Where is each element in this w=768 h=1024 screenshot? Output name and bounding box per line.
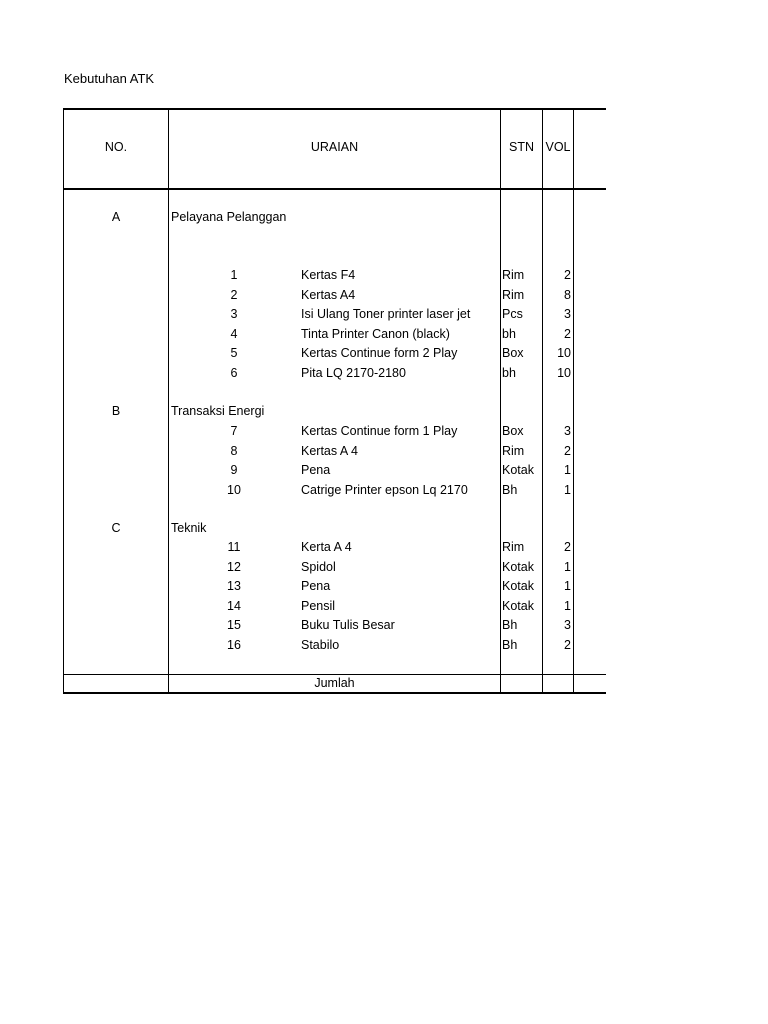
item-number: 9 <box>230 463 238 477</box>
header-no: NO. <box>104 140 128 154</box>
item-description: Buku Tulis Besar <box>301 618 395 632</box>
item-unit: bh <box>502 366 516 380</box>
section-code: C <box>111 521 121 535</box>
item-number: 15 <box>227 618 241 632</box>
section-name: Teknik <box>171 521 207 535</box>
item-volume: 10 <box>557 366 571 380</box>
item-description: Pena <box>301 463 331 477</box>
col-divider-uraian <box>500 108 501 694</box>
item-volume: 2 <box>564 444 571 458</box>
footer-total-label: Jumlah <box>314 676 355 690</box>
table-bottom-border <box>63 692 606 694</box>
header-stn: STN <box>509 140 534 154</box>
item-description: Spidol <box>301 560 336 574</box>
item-volume: 1 <box>564 463 571 477</box>
item-description: Kertas A 4 <box>301 444 358 458</box>
item-number: 16 <box>227 638 241 652</box>
item-number: 3 <box>230 307 238 321</box>
item-volume: 1 <box>564 579 571 593</box>
item-unit: Kotak <box>502 579 534 593</box>
item-volume: 1 <box>564 560 571 574</box>
page-title: Kebutuhan ATK <box>64 71 155 86</box>
item-unit: Bh <box>502 483 518 497</box>
item-volume: 3 <box>564 424 571 438</box>
item-description: Pena <box>301 579 331 593</box>
item-description: Stabilo <box>301 638 340 652</box>
item-number: 11 <box>227 540 241 554</box>
section-name: Transaksi Energi <box>171 404 265 418</box>
item-number: 2 <box>230 288 238 302</box>
item-unit: Kotak <box>502 599 534 613</box>
item-volume: 3 <box>564 307 571 321</box>
item-description: Pensil <box>301 599 336 613</box>
item-unit: Rim <box>502 540 525 554</box>
item-description: Kertas F4 <box>301 268 356 282</box>
item-number: 13 <box>227 579 241 593</box>
item-number: 6 <box>230 366 238 380</box>
item-number: 7 <box>230 424 238 438</box>
item-number: 8 <box>230 444 238 458</box>
item-unit: Kotak <box>502 463 534 477</box>
item-unit: Box <box>502 346 524 360</box>
item-unit: Rim <box>502 268 525 282</box>
item-unit: Box <box>502 424 524 438</box>
table-top-border <box>63 108 606 110</box>
item-description: Kertas Continue form 1 Play <box>301 424 458 438</box>
item-unit: Kotak <box>502 560 534 574</box>
item-unit: Bh <box>502 618 518 632</box>
item-volume: 8 <box>564 288 571 302</box>
item-unit: Pcs <box>502 307 523 321</box>
atk-table <box>63 108 606 694</box>
header-bottom-border <box>63 188 606 190</box>
section-name: Pelayana Pelanggan <box>171 210 287 224</box>
item-number: 14 <box>227 599 241 613</box>
item-volume: 1 <box>564 483 571 497</box>
item-unit: Bh <box>502 638 518 652</box>
item-volume: 2 <box>564 327 571 341</box>
item-description: Kertas Continue form 2 Play <box>301 346 458 360</box>
item-description: Kerta A 4 <box>301 540 352 554</box>
item-volume: 2 <box>564 638 571 652</box>
item-number: 12 <box>227 560 241 574</box>
item-number: 10 <box>227 483 241 497</box>
item-description: Isi Ulang Toner printer laser jet <box>301 307 471 321</box>
item-volume: 3 <box>564 618 571 632</box>
item-description: Kertas A4 <box>301 288 356 302</box>
table-left-border <box>63 108 64 694</box>
section-code: A <box>111 210 121 224</box>
item-unit: Rim <box>502 444 525 458</box>
item-volume: 2 <box>564 268 571 282</box>
item-description: Tinta Printer Canon (black) <box>301 327 450 341</box>
item-description: Pita LQ 2170-2180 <box>301 366 406 380</box>
header-vol: VOL <box>545 140 571 154</box>
item-volume: 10 <box>557 346 571 360</box>
header-uraian: URAIAN <box>310 140 359 154</box>
item-unit: bh <box>502 327 516 341</box>
col-divider-vol <box>573 108 574 694</box>
item-volume: 1 <box>564 599 571 613</box>
item-number: 1 <box>230 268 238 282</box>
item-description: Catrige Printer epson Lq 2170 <box>301 483 468 497</box>
item-volume: 2 <box>564 540 571 554</box>
item-unit: Rim <box>502 288 525 302</box>
section-code: B <box>111 404 121 418</box>
item-number: 4 <box>230 327 238 341</box>
item-number: 5 <box>230 346 238 360</box>
